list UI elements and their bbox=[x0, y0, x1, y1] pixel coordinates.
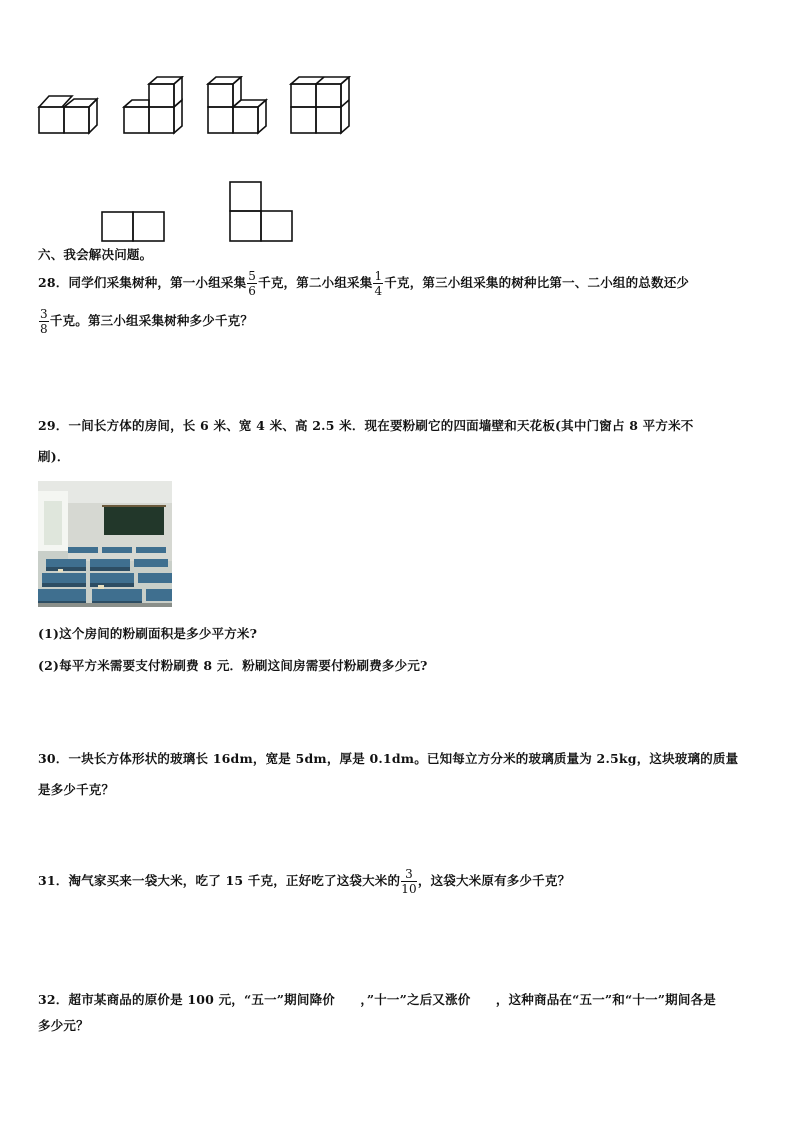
question-29-line2: 刷)． bbox=[38, 449, 70, 464]
question-29-sub1: (1)这个房间的粉刷面积是多少平方米? bbox=[38, 626, 258, 641]
fraction-5-6 bbox=[247, 270, 257, 297]
view-figure-2 bbox=[228, 180, 294, 244]
fraction-denominator: 10 bbox=[401, 882, 417, 896]
question-30-line2: 是多少千克？ bbox=[38, 782, 115, 797]
question-31-line1 bbox=[38, 868, 570, 895]
fraction-numerator: 5 bbox=[248, 269, 257, 283]
classroom-photo bbox=[38, 481, 172, 607]
q28-text-c: 千克，第三小组采集的树种比第一、二小组的总数还少 bbox=[384, 275, 690, 290]
question-32-line1: 32．超市某商品的原价是 100 元，“五一”期间降价 ，”十一”之后又涨价 ，这种商品在“五一”和“十一”期间各是 bbox=[38, 992, 716, 1007]
view-figure-1 bbox=[100, 210, 166, 244]
fraction-1-4 bbox=[373, 270, 383, 297]
question-28-line2 bbox=[38, 308, 253, 335]
cube-figure-1 bbox=[36, 92, 100, 138]
question-29-line1: 29．一间长方体的房间，长 6 米、宽 4 米、高 2.5 米．现在要粉刷它的四面墙壁和天花板(其中门窗占 8 平方米不 bbox=[38, 418, 694, 433]
question-30-line1: 30．一块长方体形状的玻璃长 16dm，宽是 5dm，厚是 0.1dm。已知每立方分米的玻璃质量为 2.5kg，这块玻璃的质量 bbox=[38, 751, 739, 766]
fraction-denominator: 6 bbox=[248, 284, 257, 298]
question-29-sub2: (2)每平方米需要支付粉刷费 8 元．粉刷这间房需要付粉刷费多少元? bbox=[38, 658, 428, 673]
q31-text-b: ，这袋大米原有多少千克？ bbox=[417, 873, 571, 888]
q31-text-a: 31．淘气家买来一袋大米，吃了 15 千克，正好吃了这袋大米的 bbox=[38, 873, 401, 888]
fraction-numerator: 3 bbox=[40, 307, 48, 321]
fraction-3-8 bbox=[39, 308, 49, 335]
fraction-numerator: 3 bbox=[401, 868, 417, 882]
cube-figure-4 bbox=[288, 76, 352, 138]
q28-text-a: 28．同学们采集树种，第一小组采集 bbox=[38, 275, 247, 290]
question-28-line1 bbox=[38, 270, 689, 297]
fraction-3-10 bbox=[401, 868, 417, 895]
fraction-denominator: 4 bbox=[374, 284, 383, 298]
cube-figure-2 bbox=[121, 76, 185, 138]
fraction-numerator: 1 bbox=[374, 269, 383, 283]
cube-figure-3 bbox=[205, 76, 269, 138]
q28-text-d: 千克。第三小组采集树种多少千克？ bbox=[49, 313, 254, 328]
section-title: 六、我会解决问题。 bbox=[38, 247, 153, 262]
q28-text-b: 千克，第二小组采集 bbox=[258, 275, 373, 290]
question-32-line2: 多少元？ bbox=[38, 1018, 89, 1033]
fraction-denominator: 8 bbox=[40, 322, 48, 336]
